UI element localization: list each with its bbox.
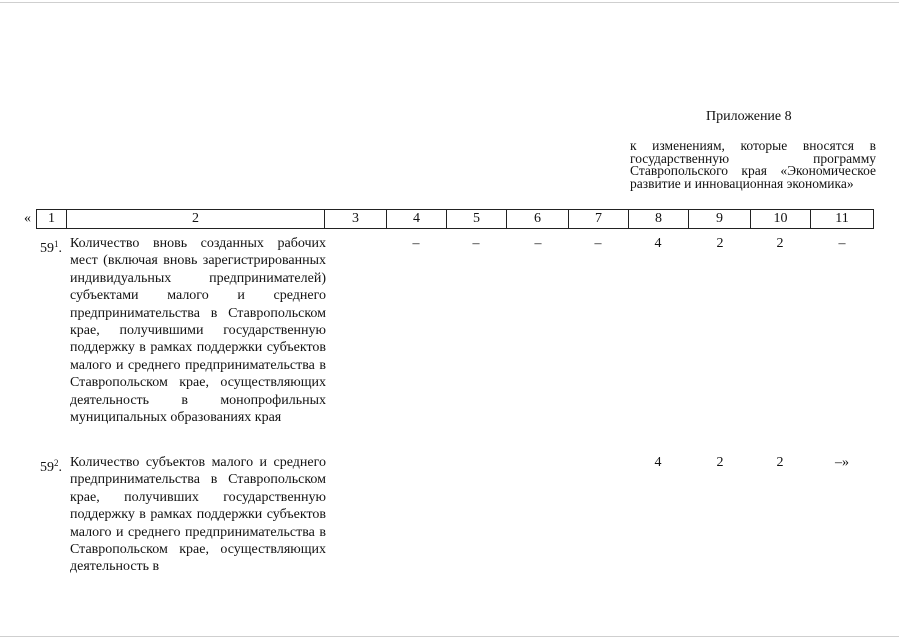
table-cell-col8: 4 — [654, 236, 662, 251]
table-cell-col5: – — [472, 236, 480, 251]
table-cell-col6: – — [534, 236, 542, 251]
header-cell-2: 2 — [67, 210, 325, 228]
table-cell-col10: 2 — [776, 236, 784, 251]
header-cell-6: 6 — [507, 210, 569, 228]
table-header-row — [36, 209, 874, 229]
header-cell-10: 10 — [751, 210, 811, 228]
table-cell-col7: – — [594, 236, 602, 251]
header-cell-8: 8 — [629, 210, 689, 228]
table-row-indicator-text: Количество вновь созданных рабочих мест (включая вновь зарегистрированных индивидуальных предпринимателей) субъектами малого и среднего предпринимательства в Ставропольском крае, получившими государственную поддержку в рамках поддержки субъектов малого и среднего предпринимательства в Ставропольском крае, осуществляющих деятельность в монопрофильных муниципальных образованиях края — [70, 236, 326, 426]
table-row-number: $59^1$. — [40, 239, 62, 256]
header-cell-9: 9 — [689, 210, 751, 228]
table-cell-col8: 4 — [654, 455, 662, 470]
table-row-number: $59^2$. — [40, 458, 62, 475]
table-row-indicator-text: Количество субъектов малого и среднего предпринимательства в Ставропольском крае, получивших государственную поддержку в рамках поддержки субъектов малого и среднего предпринимательства в Ставропольском крае, осуществляющих деятельность в — [70, 455, 326, 575]
header-cell-7: 7 — [569, 210, 629, 228]
header-cell-1: 1 — [37, 210, 67, 228]
table-cell-col9: 2 — [716, 236, 724, 251]
scan-edge-bottom — [0, 636, 899, 637]
table-cell-col4: – — [412, 236, 420, 251]
scan-edge-top — [0, 2, 899, 3]
header-cell-11: 11 — [835, 211, 849, 226]
table-cell-col11: – — [838, 236, 846, 251]
header-cell-4: 4 — [387, 210, 447, 228]
header-cell-3: 3 — [325, 210, 387, 228]
table-cell-col10: 2 — [776, 455, 784, 470]
appendix-note: к изменениям, которые вносятся в государственную программу Ставропольского края «Экономическое развитие и инновационная экономика» — [630, 138, 876, 191]
table-cell-col11: –» — [835, 455, 849, 470]
header-cell-5: 5 — [447, 210, 507, 228]
appendix-title: Приложение 8 — [706, 109, 792, 124]
table-cell-col9: 2 — [716, 455, 724, 470]
table-open-quote: « — [24, 211, 31, 226]
